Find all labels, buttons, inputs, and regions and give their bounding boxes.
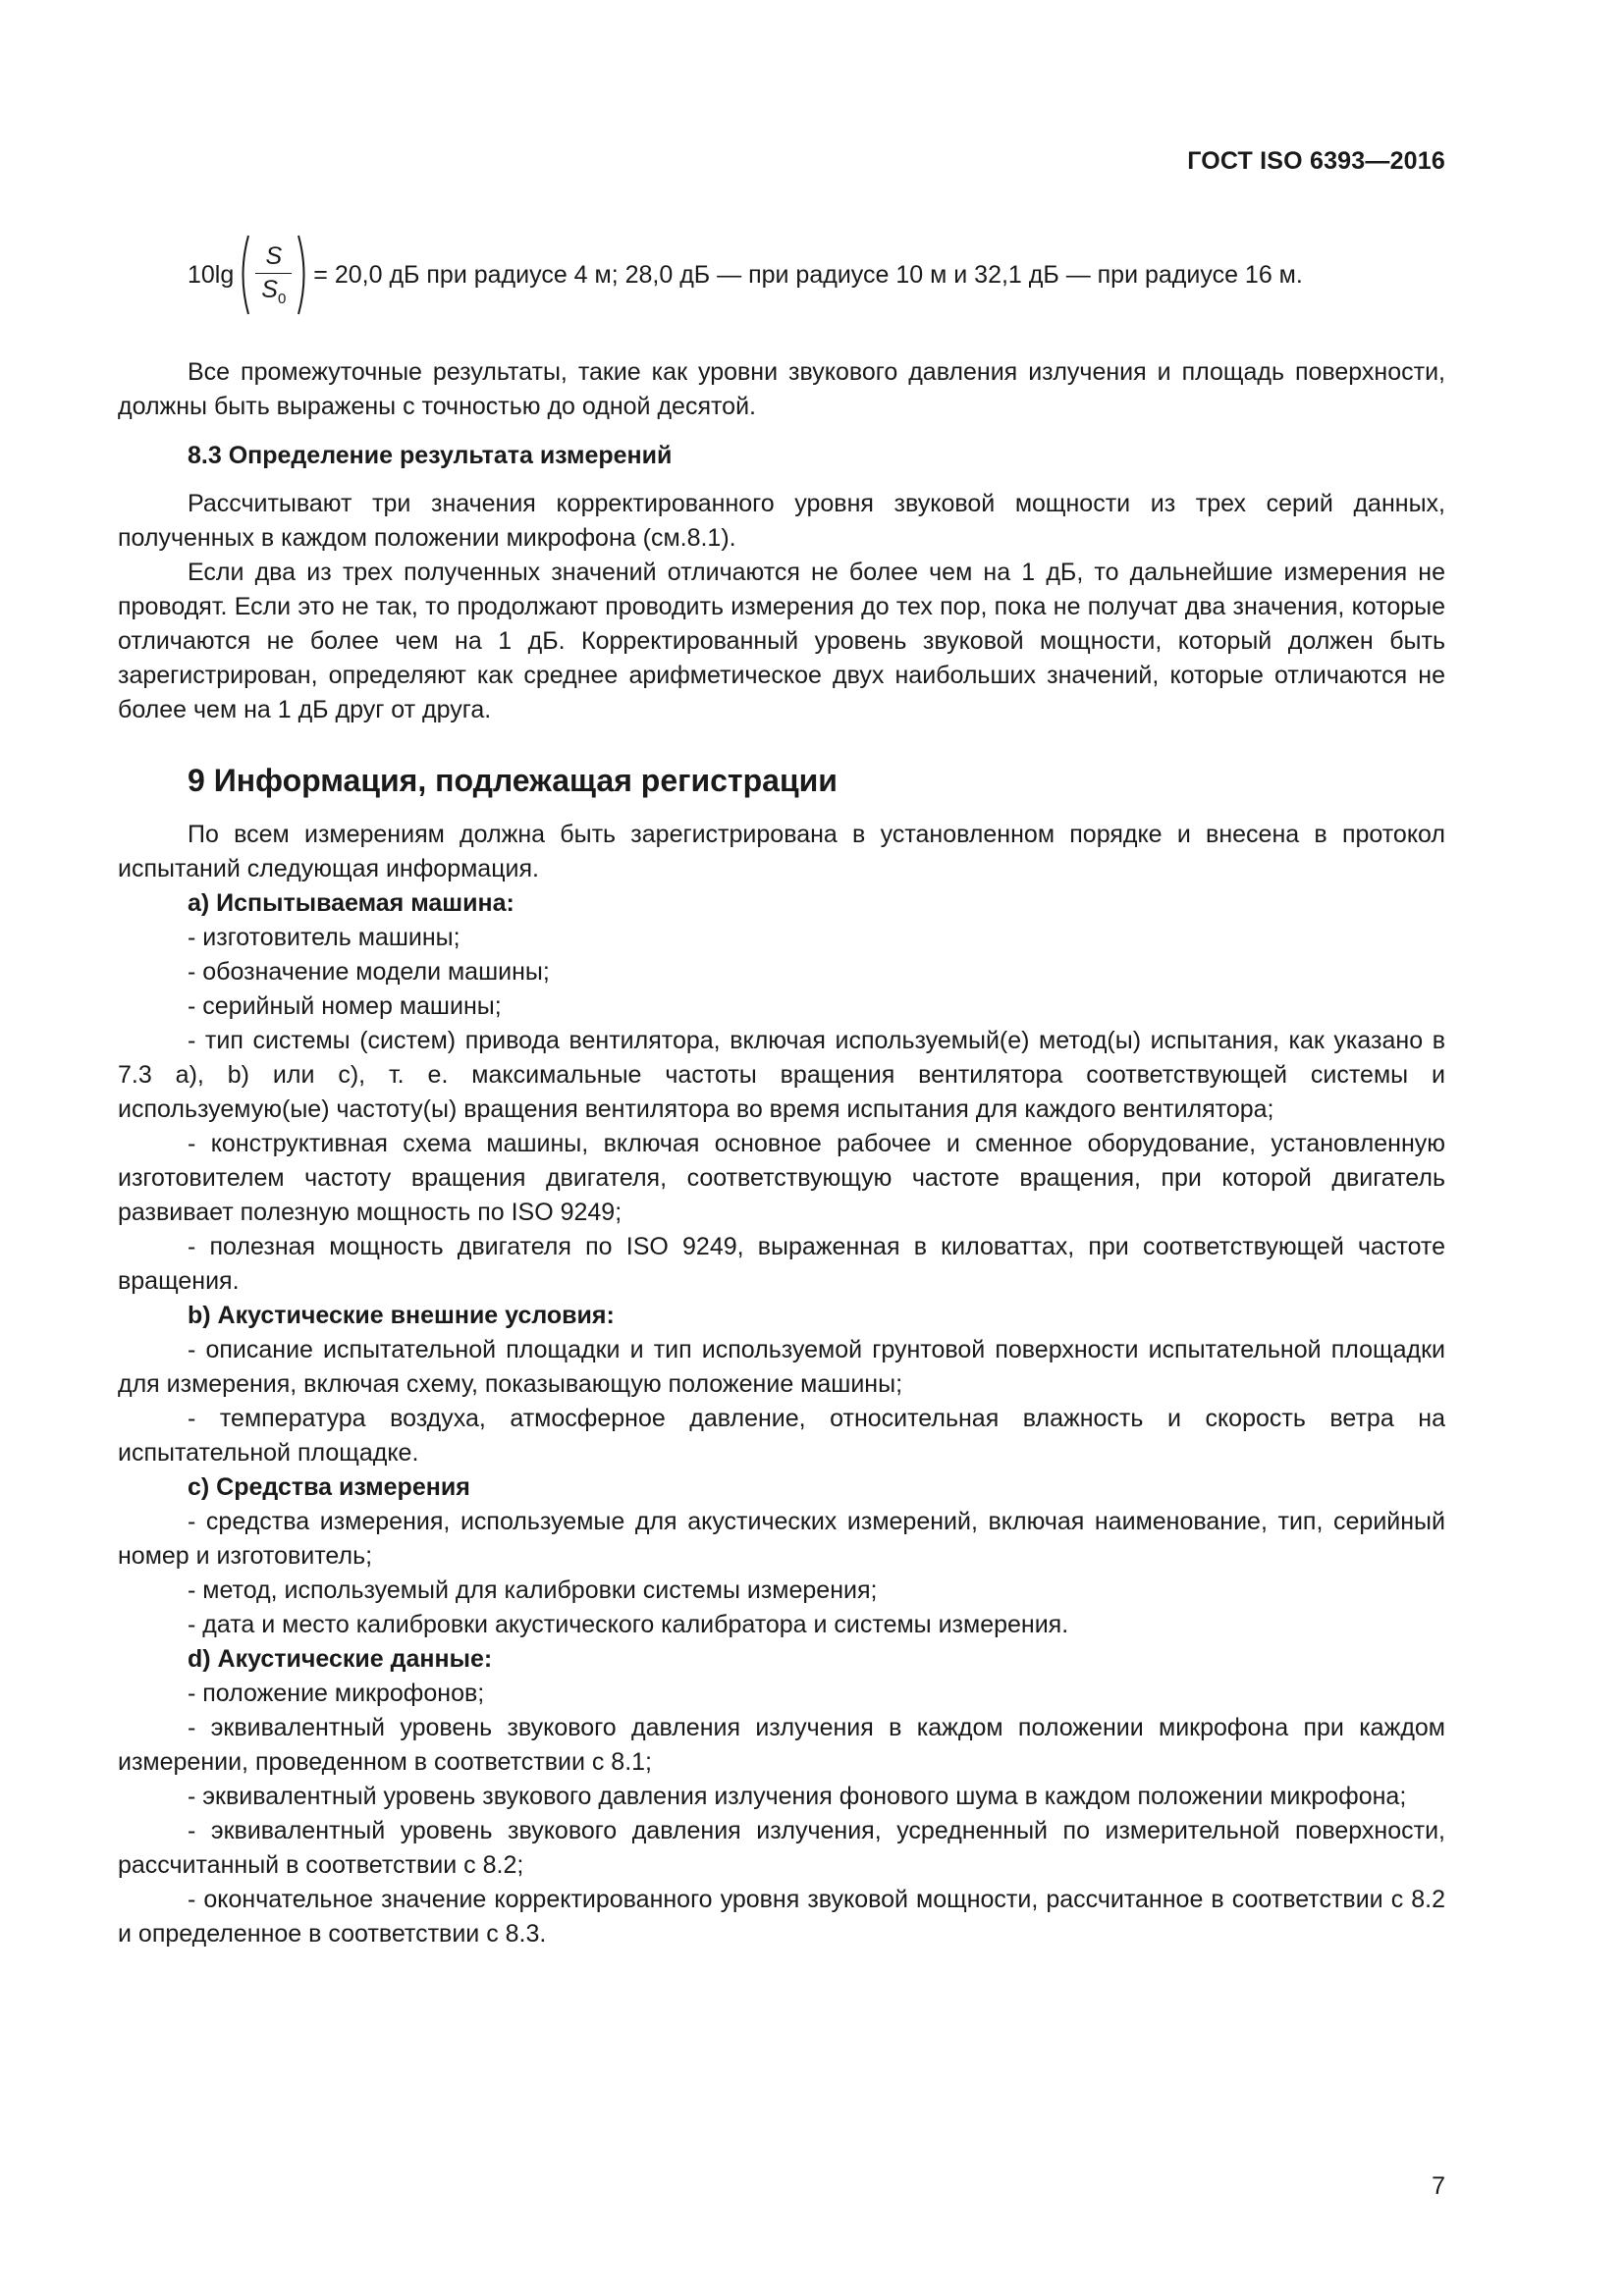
left-paren-icon (236, 234, 251, 316)
paragraph: Все промежуточные результаты, такие как уровни звукового давления излучения и площадь поверхности, должны быть выражены с точностью до одной десятой. (118, 358, 1445, 420)
right-paren-icon (296, 234, 311, 316)
group-c-label: с) Средства измерения (188, 1473, 470, 1501)
formula-prefix: 10lg (188, 260, 235, 289)
list-item: - изготовитель машины; (188, 924, 460, 951)
formula-denominator (255, 274, 292, 307)
list-item: - дата и место калибровки акустического калибратора и системы измерения. (188, 1611, 1069, 1638)
list-item: - окончательное значение корректированного уровня звуковой мощности, рассчитанное в соответствии с 8.2 и определенное в соответствии с 8.3. (118, 1886, 1445, 1948)
list-item: - полезная мощность двигателя по ISO 9249, выраженная в киловаттах, при соответствующей частоте вращения. (118, 1233, 1445, 1295)
denominator-base: S (261, 276, 278, 303)
formula-numerator: S (265, 242, 283, 270)
group-a-label: а) Испытываемая машина: (188, 889, 514, 917)
list-item: - эквивалентный уровень звукового давления излучения, усредненный по измерительной поверхности, рассчитанный в соответствии с 8.2; (118, 1817, 1445, 1879)
list-item: - серийный номер машины; (188, 992, 502, 1020)
list-item: - обозначение модели машины; (188, 958, 550, 986)
paragraph: Рассчитывают три значения корректированного уровня звуковой мощности из трех серий данных, полученных в каждом положении микрофона (см.8.1). (118, 490, 1445, 552)
list-item: - эквивалентный уровень звукового давления излучения фонового шума в каждом положении микрофона; (188, 1783, 1407, 1810)
paragraph: Если два из трех полученных значений отличаются не более чем на 1 дБ, то дальнейшие измерения не проводят. Если это не так, то продолжают проводить измерения до тех пор, пока не получат два значения, которые отличаются не более чем на 1 дБ. Корректированный уровень звуковой мощности, который должен быть зарегистрирован, определяют как среднее арифметическое двух наибольших значений, которые отличаются не более чем на 1 дБ друг от друга. (118, 559, 1445, 723)
page-number: 7 (1432, 2172, 1445, 2200)
list-item: - положение микрофонов; (188, 1680, 485, 1707)
list-item: - тип системы (систем) привода вентилятора, включая используемый(е) метод(ы) испытания, как указано в 7.3 а), b) или с), т. е. максимальные частоты вращения вентилятора соответствующей системы и используемую(ые) частоту(ы) вращения вентилятора во время испытания для каждого вентилятора; (118, 1027, 1445, 1123)
group-b-label: b) Акустические внешние условия: (188, 1302, 615, 1329)
document-page (118, 0, 1445, 2296)
group-d-label: d) Акустические данные: (188, 1645, 493, 1673)
paragraph: По всем измерениям должна быть зарегистрирована в установленном порядке и внесена в протокол испытаний следующая информация. (118, 821, 1445, 882)
formula (188, 226, 1303, 324)
formula-fraction (255, 242, 292, 307)
list-item: - температура воздуха, атмосферное давление, относительная влажность и скорость ветра на испытательной площадке. (118, 1405, 1445, 1467)
list-item: - средства измерения, используемые для акустических измерений, включая наименование, тип, серийный номер и изготовитель; (118, 1508, 1445, 1570)
list-item: - метод, используемый для калибровки системы измерения; (188, 1576, 878, 1604)
formula-text: = 20,0 дБ при радиусе 4 м; 28,0 дБ — при радиусе 10 м и 32,1 дБ — при радиусе 16 м. (313, 260, 1303, 289)
section-9-title: 9 Информация, подлежащая регистрации (188, 763, 838, 798)
standard-designation: ГОСТ ISO 6393—2016 (1187, 147, 1445, 175)
list-item: - эквивалентный уровень звукового давления излучения в каждом положении микрофона при каждом измерении, проведенном в соответствии с 8.1; (118, 1714, 1445, 1776)
section-8-3-title: 8.3 Определение результата измерений (188, 442, 673, 469)
document-body (118, 355, 1445, 1951)
denominator-subscript: 0 (277, 291, 287, 307)
list-item: - конструктивная схема машины, включая основное рабочее и сменное оборудование, установленную изготовителем частоту вращения двигателя, соответствующую частоте вращения, при которой двигатель развивает полезную мощность по ISO 9249; (118, 1130, 1445, 1226)
list-item: - описание испытательной площадки и тип используемой грунтовой поверхности испытательной площадки для измерения, включая схему, показывающую положение машины; (118, 1336, 1445, 1398)
